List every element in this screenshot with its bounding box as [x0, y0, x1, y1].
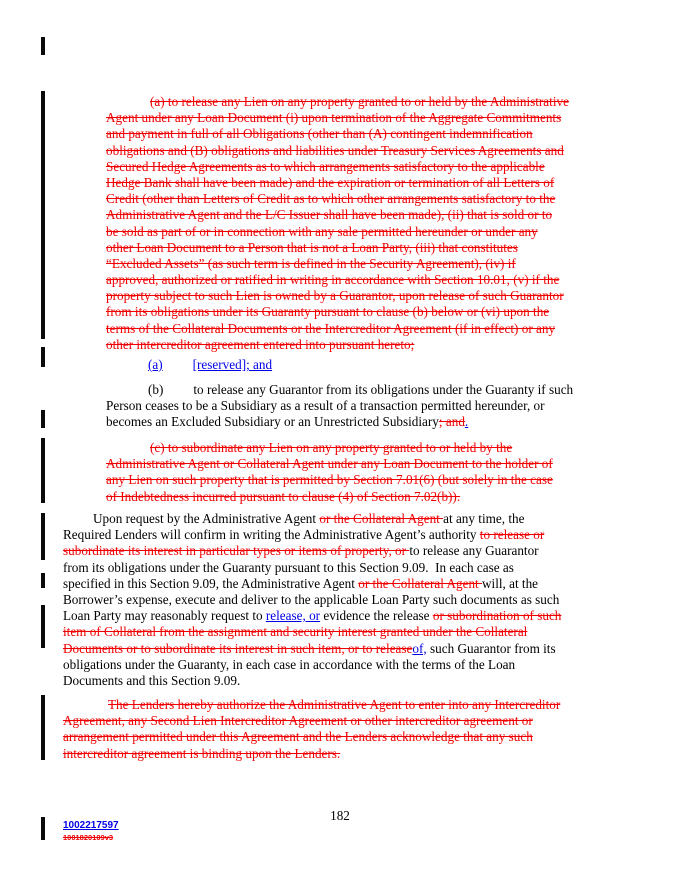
deleted-text: and payment in full of all Obligations (other than (A) contingent indemnification: [106, 126, 533, 142]
text-line: [106, 489, 553, 505]
clause-a-inserted-reserved: [148, 357, 272, 373]
text-line: [106, 224, 569, 240]
text-line: [63, 576, 561, 592]
text-line: [106, 288, 569, 304]
text-line: [106, 240, 569, 256]
deleted-text: of Indebtedness incurred pursuant to clause (4) of Section 7.02(b)).: [106, 488, 461, 504]
paragraph-lenders-authorize-deleted: [63, 697, 560, 762]
text-line: [106, 272, 569, 288]
text-line: [106, 472, 553, 488]
body-text: Upon request by the Administrative Agent: [93, 511, 320, 526]
inserted-text: [reserved]; and: [192, 357, 273, 372]
inserted-text: of,: [412, 640, 427, 656]
deleted-text: (a) to release any Lien on any property granted to or held by the Administrative: [150, 94, 569, 109]
deleted-text: subordinate its interest in particular types or items of property, or: [63, 543, 410, 559]
text-line: [106, 143, 569, 159]
footer-doc-id-previous: 1001820109v3: [63, 833, 114, 842]
text-line: [106, 110, 569, 126]
body-text: becomes an Excluded Subsidiary or an Unrestricted Subsidiary: [106, 414, 439, 430]
deleted-text: terms of the Collateral Documents or the Intercreditor Agreement (if in effect) or any: [106, 320, 556, 336]
deleted-text: other intercreditor agreement entered into pursuant hereto;: [106, 336, 415, 352]
text-line: [106, 126, 569, 142]
deleted-text: Agent under any Loan Document (i) upon termination of the Aggregate Commitments: [106, 110, 562, 126]
deleted-text: intercreditor agreement is binding upon the Lenders.: [63, 745, 341, 761]
body-text: to release any Guarantor: [409, 543, 539, 559]
inserted-text: release, or: [265, 608, 321, 624]
deleted-text: The Lenders hereby authorize the Administrative Agent to enter into any Intercreditor: [108, 697, 561, 712]
inserted-text: (a): [148, 357, 163, 372]
clause-c-deleted: [106, 440, 553, 505]
deleted-text: ; and: [438, 414, 465, 430]
change-bar: [41, 695, 45, 760]
change-bar: [41, 91, 45, 339]
body-text: obligations under the Guaranty, in each case in accordance with the terms of the Loan: [63, 656, 516, 672]
text-line: [63, 641, 561, 657]
text-line: [63, 697, 560, 713]
text-line: [106, 440, 553, 456]
deleted-text: Hedge Bank shall have been made) and the expiration or termination of all Letters of: [106, 174, 555, 190]
deleted-text: Agreement, any Second Lien Intercreditor Agreement or other intercreditor agreement or: [63, 713, 533, 729]
body-text: such Guarantor from its: [426, 640, 556, 656]
text-line: [63, 729, 560, 745]
body-text: at any time, the: [443, 511, 525, 526]
body-text: Required Lenders will confirm in writing the Administrative Agent’s authority: [63, 527, 480, 543]
text-line: [106, 398, 573, 414]
deleted-text: other Loan Document to a Person that is not a Loan Party, (iii) that constitutes: [106, 239, 518, 255]
text-line: [106, 175, 569, 191]
deleted-text: Administrative Agent and the L/C Issuer shall have been made), (ii) that is sold or to: [106, 207, 553, 223]
body-text: from its obligations under the Guaranty pursuant to this Section 9.09. In each case as: [63, 559, 514, 575]
deleted-text: arrangement permitted under this Agreement and the Lenders acknowledge that any such: [63, 729, 533, 745]
body-text: evidence the release: [320, 608, 433, 624]
text-line: [106, 321, 569, 337]
change-bar: [41, 438, 45, 503]
body-text: (b): [148, 382, 164, 397]
text-line: [63, 527, 561, 543]
body-text: specified in this Section 9.09, the Administrative Agent: [63, 575, 359, 591]
change-bar: [41, 410, 45, 428]
body-text: Borrower’s expense, execute and deliver to the applicable Loan Party such documents as such: [63, 591, 560, 607]
body-text: Loan Party may reasonably request to: [63, 608, 266, 624]
change-bar: [41, 37, 45, 55]
deleted-text: to release or: [479, 527, 545, 543]
text-line: [106, 304, 569, 320]
change-bar: [41, 573, 45, 588]
text-line: [106, 191, 569, 207]
text-line: [106, 159, 569, 175]
deleted-text: Documents or to subordinate its interest in such item, or to release: [63, 640, 413, 656]
deleted-text: Administrative Agent or Collateral Agent under any Loan Document to the holder of: [106, 456, 553, 472]
change-bar: [41, 605, 45, 648]
change-bar: [41, 347, 45, 367]
text-line: [63, 511, 561, 527]
text-line: [148, 357, 272, 373]
deleted-text: any Lien on such property that is permitted by Section 7.01(6) (but solely in the case: [106, 472, 553, 488]
clause-a-deleted: [106, 94, 569, 353]
text-line: [63, 746, 560, 762]
deleted-text: approved, authorized or ratified in writing in accordance with Section 10.01, (v) if the: [106, 272, 560, 288]
deleted-text: (c) to subordinate any Lien on any property granted to or held by the: [150, 440, 513, 455]
deleted-text: be sold as part of or in connection with any sale permitted hereunder or under any: [106, 223, 538, 239]
deleted-text: property subject to such Lien is owned by a Guarantor, upon release of such Guarantor: [106, 288, 564, 304]
change-bar: [41, 513, 45, 560]
inserted-text: .: [464, 414, 469, 430]
text-line: [106, 256, 569, 272]
text-line: [63, 608, 561, 624]
text-line: [106, 414, 573, 430]
body-text: Documents and this Section 9.09.: [63, 672, 241, 688]
paragraph-upon-request: [63, 511, 561, 689]
deleted-text: or the Collateral Agent: [358, 575, 482, 591]
text-line: [63, 560, 561, 576]
deleted-text: Secured Hedge Agreements as to which arrangements satisfactory to the applicable: [106, 158, 545, 174]
footer-doc-id-current: 1002217597: [63, 820, 119, 831]
deleted-text: Credit (other than Letters of Credit as to which other arrangements satisfactory to the: [106, 191, 556, 207]
body-text: will, at the: [482, 575, 539, 591]
text-line: [106, 94, 569, 110]
body-text: Person ceases to be a Subsidiary as a result of a transaction permitted hereunder, or: [106, 398, 545, 414]
deleted-text: item of Collateral from the assignment and security interest granted under the Collateral: [63, 624, 528, 640]
deleted-text: “Excluded Assets” (as such term is defined in the Security Agreement), (iv) if: [106, 255, 516, 271]
page-number: 182: [330, 808, 350, 823]
clause-b: [106, 382, 573, 431]
text-line: [63, 543, 561, 559]
text-line: [63, 673, 561, 689]
text-line: [106, 337, 569, 353]
text-line: [63, 713, 560, 729]
body-text: to release any Guarantor from its obligations under the Guaranty if such: [193, 382, 574, 397]
deleted-text: obligations and (B) obligations and liabilities under Treasury Services Agreements and: [106, 142, 564, 158]
text-line: [106, 456, 553, 472]
text-line: [106, 207, 569, 223]
text-line: [63, 624, 561, 640]
text-line: [63, 592, 561, 608]
text-line: [63, 657, 561, 673]
text-line: [106, 382, 573, 398]
deleted-text: or subordination of such: [432, 608, 562, 624]
deleted-text: or the Collateral Agent: [319, 511, 444, 526]
deleted-text: from its obligations under its Guaranty pursuant to clause (b) below or (vi) upon the: [106, 304, 550, 320]
